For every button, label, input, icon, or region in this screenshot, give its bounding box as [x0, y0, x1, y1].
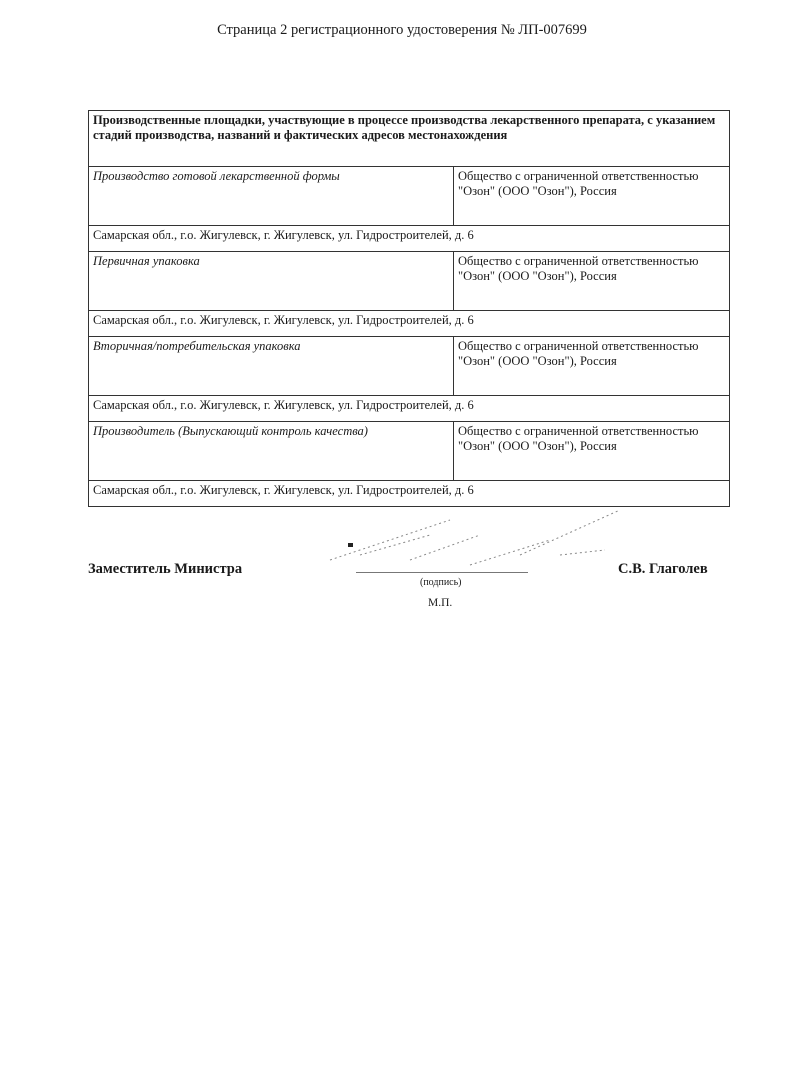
stage-cell: Производитель (Выпускающий контроль качества) — [89, 422, 454, 481]
table-row — [89, 337, 730, 396]
organization-cell: Общество с ограниченной ответственностью "Озон" (ООО "Озон"), Россия — [454, 337, 730, 396]
address-cell: Самарская обл., г.о. Жигулевск, г. Жигулевск, ул. Гидростроителей, д. 6 — [89, 311, 730, 337]
stage-cell: Вторичная/потребительская упаковка — [89, 337, 454, 396]
organization-cell: Общество с ограниченной ответственностью "Озон" (ООО "Озон"), Россия — [454, 422, 730, 481]
organization-cell: Общество с ограниченной ответственностью "Озон" (ООО "Озон"), Россия — [454, 252, 730, 311]
organization-cell: Общество с ограниченной ответственностью "Озон" (ООО "Озон"), Россия — [454, 167, 730, 226]
signature-caption: (подпись) — [420, 577, 462, 588]
table-heading: Производственные площадки, участвующие в процессе производства лекарственного препарата, с указанием стадий производства, названий и фактических адресов местонахождения — [89, 111, 730, 167]
signatory-position: Заместитель Министра — [88, 561, 243, 577]
table-row — [89, 252, 730, 311]
stamp-place: М.П. — [428, 597, 453, 609]
address-cell: Самарская обл., г.о. Жигулевск, г. Жигулевск, ул. Гидростроителей, д. 6 — [89, 226, 730, 252]
table-row — [89, 167, 730, 226]
address-cell: Самарская обл., г.о. Жигулевск, г. Жигулевск, ул. Гидростроителей, д. 6 — [89, 481, 730, 507]
signature-line — [356, 572, 528, 573]
production-sites-table — [88, 110, 730, 507]
stage-cell: Производство готовой лекарственной формы — [89, 167, 454, 226]
address-cell: Самарская обл., г.о. Жигулевск, г. Жигулевск, ул. Гидростроителей, д. 6 — [89, 396, 730, 422]
handwritten-signature — [320, 505, 640, 575]
page-title: Страница 2 регистрационного удостоверения № ЛП-007699 — [217, 22, 587, 38]
stage-cell: Первичная упаковка — [89, 252, 454, 311]
table-row — [89, 422, 730, 481]
signatory-name: С.В. Глаголев — [618, 561, 708, 577]
